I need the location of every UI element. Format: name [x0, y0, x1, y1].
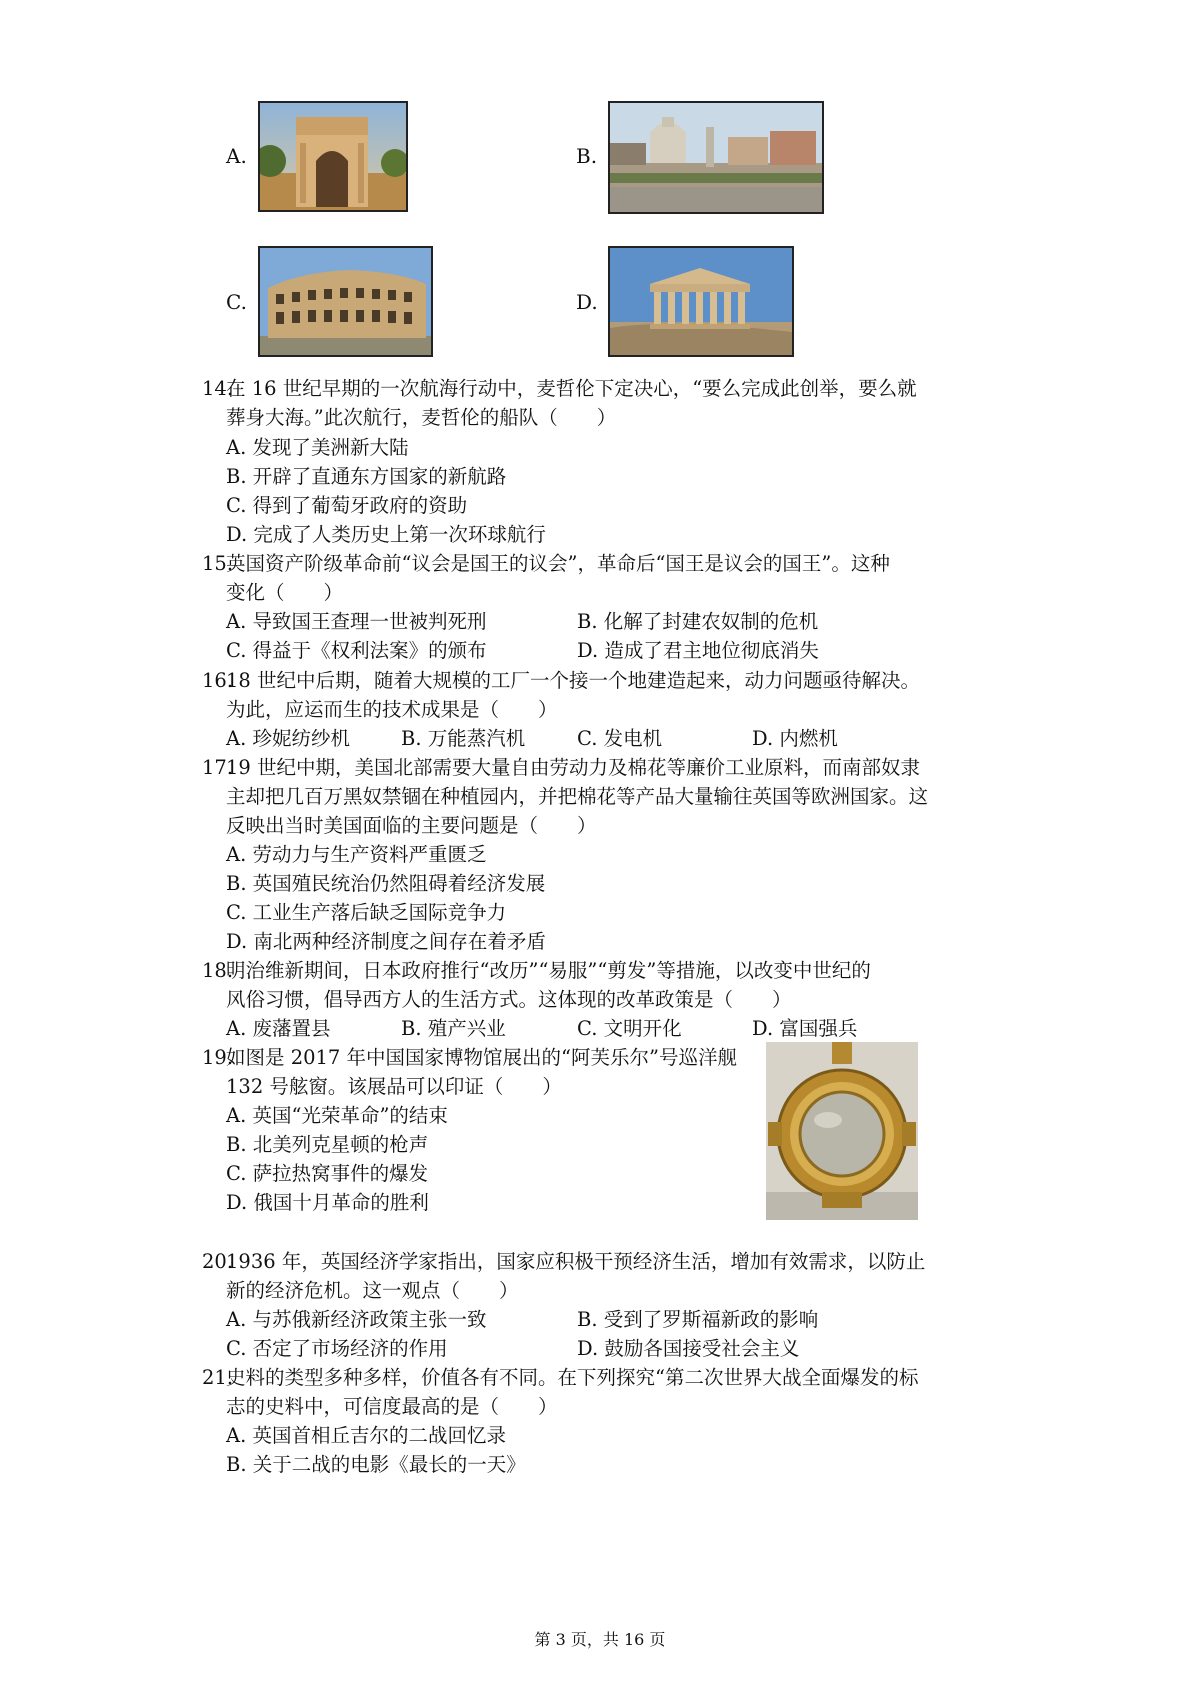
question-17-option-b[interactable]: B. 英国殖民统治仍然阻碍着经济发展 — [226, 872, 546, 895]
question-16-option-c[interactable]: C. 发电机 — [577, 727, 663, 750]
rome-city-photo-icon — [608, 101, 824, 214]
question-20-option-c[interactable]: C. 否定了市场经济的作用 — [226, 1337, 448, 1360]
porthole-photo-icon — [766, 1042, 918, 1220]
question-16-option-d[interactable]: D. 内燃机 — [752, 727, 838, 750]
question-17-stem-line-3: 反映出当时美国面临的主要问题是（ ） — [226, 814, 597, 837]
question-16-stem-line-1: 18 世纪中后期，随着大规模的工厂一个接一个地建造起来，动力问题亟待解决。 — [226, 669, 921, 692]
question-14-option-b[interactable]: B. 开辟了直通东方国家的新航路 — [226, 465, 507, 488]
question-21-stem-line-2: 志的史料中，可信度最高的是（ ） — [226, 1395, 558, 1418]
question-18-stem-line-2: 风俗习惯，倡导西方人的生活方式。这体现的改革政策是（ ） — [226, 988, 792, 1011]
image-option-c-label[interactable]: C. — [226, 290, 247, 314]
question-15-option-a[interactable]: A. 导致国王查理一世被判死刑 — [226, 610, 487, 633]
image-option-a-label[interactable]: A. — [226, 144, 247, 168]
question-16-option-a[interactable]: A. 珍妮纺纱机 — [226, 727, 350, 750]
image-option-d-label[interactable]: D. — [576, 290, 598, 314]
question-15-number: 15. — [202, 552, 234, 575]
question-14-option-a[interactable]: A. 发现了美洲新大陆 — [226, 436, 409, 459]
question-17-stem-line-1: 19 世纪中期，美国北部需要大量自由劳动力及棉花等廉价工业原料，而南部奴隶 — [226, 756, 921, 779]
question-20-stem-line-1: 1936 年，英国经济学家指出，国家应积极干预经济生活，增加有效需求，以防止 — [226, 1250, 926, 1273]
question-18-option-c[interactable]: C. 文明开化 — [577, 1017, 682, 1040]
question-20-stem-line-2: 新的经济危机。这一观点（ ） — [226, 1279, 519, 1302]
question-16-stem-line-2: 为此，应运而生的技术成果是（ ） — [226, 698, 558, 721]
question-17-stem-line-2: 主却把几百万黑奴禁锢在种植园内，并把棉花等产品大量输往英国等欧洲国家。这 — [226, 785, 929, 808]
question-16-option-b[interactable]: B. 万能蒸汽机 — [401, 727, 526, 750]
question-19-option-b[interactable]: B. 北美列克星顿的枪声 — [226, 1133, 429, 1156]
question-14-number: 14. — [202, 377, 234, 400]
question-15-option-c[interactable]: C. 得益于《权利法案》的颁布 — [226, 639, 487, 662]
question-18-number: 18. — [202, 959, 234, 982]
question-20-number: 20. — [202, 1250, 234, 1273]
question-18-stem-line-1: 明治维新期间，日本政府推行“改历”“易服”“剪发”等措施，以改变中世纪的 — [226, 959, 871, 982]
question-19-option-a[interactable]: A. 英国“光荣革命”的结束 — [226, 1104, 448, 1127]
question-15-option-d[interactable]: D. 造成了君主地位彻底消失 — [577, 639, 819, 662]
question-17-number: 17. — [202, 756, 234, 779]
question-18-option-a[interactable]: A. 废藩置县 — [226, 1017, 331, 1040]
question-19-stem-line-2: 132 号舷窗。该展品可以印证（ ） — [226, 1075, 562, 1098]
triumphal-arch-photo-icon — [258, 101, 408, 212]
question-19-number: 19. — [202, 1046, 234, 1069]
page-footer: 第 3 页，共 16 页 — [534, 1630, 666, 1649]
question-14-stem-line-2: 葬身大海。”此次航行，麦哲伦的船队（ ） — [226, 406, 617, 429]
question-17-option-d[interactable]: D. 南北两种经济制度之间存在着矛盾 — [226, 930, 546, 953]
question-18-option-b[interactable]: B. 殖产兴业 — [401, 1017, 506, 1040]
question-15-stem-line-2: 变化（ ） — [226, 581, 344, 604]
question-20-option-d[interactable]: D. 鼓励各国接受社会主义 — [577, 1337, 800, 1360]
parthenon-photo-icon — [608, 246, 794, 357]
question-19-option-d[interactable]: D. 俄国十月革命的胜利 — [226, 1191, 429, 1214]
question-15-option-b[interactable]: B. 化解了封建农奴制的危机 — [577, 610, 819, 633]
question-21-option-b[interactable]: B. 关于二战的电影《最长的一天》 — [226, 1453, 526, 1476]
question-14-stem-line-1: 在 16 世纪早期的一次航海行动中，麦哲伦下定决心，“要么完成此创举，要么就 — [226, 377, 917, 400]
question-17-option-a[interactable]: A. 劳动力与生产资料严重匮乏 — [226, 843, 487, 866]
question-20-option-a[interactable]: A. 与苏俄新经济政策主张一致 — [226, 1308, 487, 1331]
question-16-number: 16. — [202, 669, 234, 692]
question-21-number: 21. — [202, 1366, 234, 1389]
question-19-stem-line-1: 如图是 2017 年中国国家博物馆展出的“阿芙乐尔”号巡洋舰 — [226, 1046, 737, 1069]
question-21-stem-line-1: 史料的类型多种多样，价值各有不同。在下列探究“第二次世界大战全面爆发的标 — [226, 1366, 919, 1389]
question-14-option-d[interactable]: D. 完成了人类历史上第一次环球航行 — [226, 523, 546, 546]
question-20-option-b[interactable]: B. 受到了罗斯福新政的影响 — [577, 1308, 819, 1331]
question-14-option-c[interactable]: C. 得到了葡萄牙政府的资助 — [226, 494, 468, 517]
question-21-option-a[interactable]: A. 英国首相丘吉尔的二战回忆录 — [226, 1424, 506, 1447]
question-18-option-d[interactable]: D. 富国强兵 — [752, 1017, 858, 1040]
question-15-stem-line-1: 英国资产阶级革命前“议会是国王的议会”，革命后“国王是议会的国王”。这种 — [226, 552, 890, 575]
colosseum-photo-icon — [258, 246, 433, 357]
image-option-b-label[interactable]: B. — [576, 144, 598, 168]
question-17-option-c[interactable]: C. 工业生产落后缺乏国际竞争力 — [226, 901, 507, 924]
question-19-option-c[interactable]: C. 萨拉热窝事件的爆发 — [226, 1162, 429, 1185]
